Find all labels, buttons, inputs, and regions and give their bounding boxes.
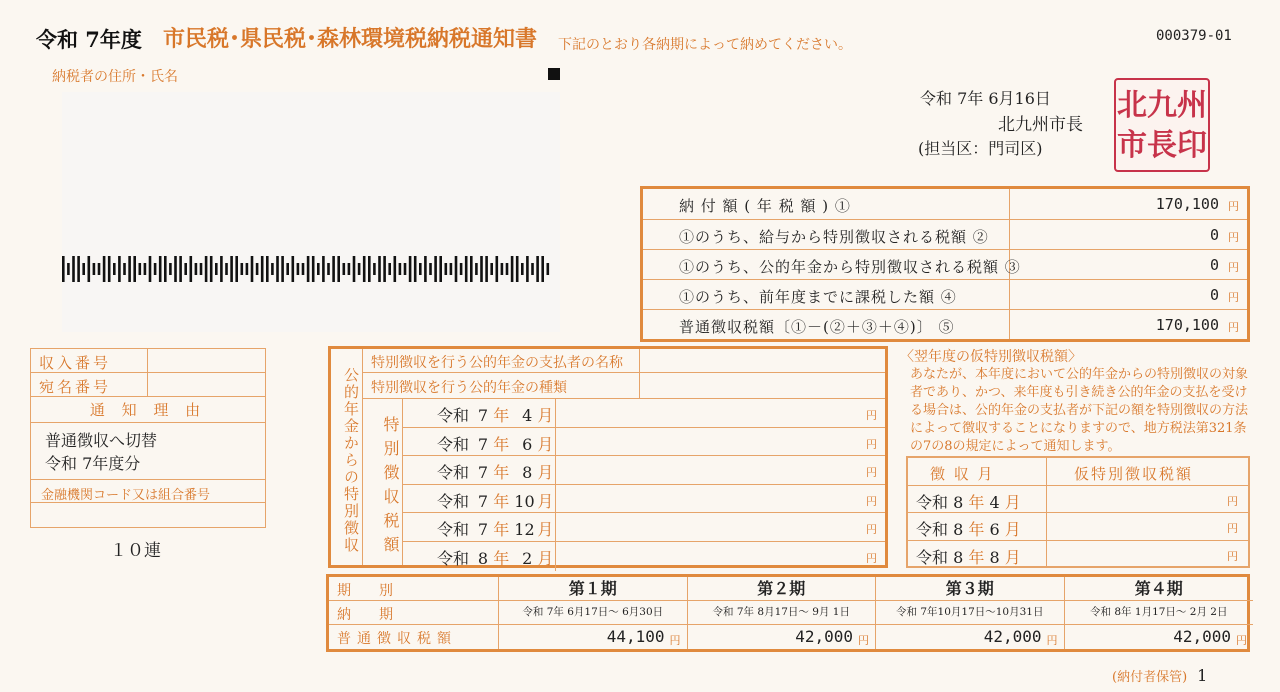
bank-code-label: 金融機関コード又は組合番号 <box>41 488 211 503</box>
notice-reason: 普通徴収へ切替 <box>45 431 158 450</box>
yen-unit: 円 <box>866 437 877 451</box>
yen-unit: 円 <box>1046 634 1058 647</box>
period-name: 第２期 <box>688 577 876 601</box>
provisional-month-row <box>908 486 1248 513</box>
yen-unit: 円 <box>1227 549 1238 563</box>
collection-month-header: 徴 収 月 <box>930 465 995 483</box>
next-year-title: 〈翌年度の仮特別徴収税額〉 <box>900 349 1082 365</box>
due-date-range: 令和 8年 1月17日～ 2月 2日 <box>1065 601 1254 625</box>
pension-month-row <box>403 456 885 485</box>
month-label: 令和 7 年 10 月 <box>437 491 554 511</box>
yen-unit: 円 <box>1227 522 1238 536</box>
due-date-range: 令和 7年10月17日～10月31日 <box>876 601 1064 625</box>
amount-value: 170,100 <box>1155 195 1219 213</box>
period-amount: 42,000 <box>1173 627 1231 646</box>
period-name: 第４期 <box>1065 577 1254 601</box>
yen-unit: 円 <box>866 494 877 508</box>
address-number-label: 宛名番号 <box>39 378 112 396</box>
page-number: 1 <box>1197 666 1208 685</box>
pension-month-row <box>403 399 885 428</box>
pension-month-row <box>403 485 885 514</box>
amount-row <box>643 250 1247 280</box>
footer <box>1112 666 1207 685</box>
address-area <box>62 92 560 332</box>
keep-note: (納付者保管) <box>1112 670 1188 685</box>
yen-unit: 円 <box>866 409 877 422</box>
payment-period-column <box>1065 577 1254 649</box>
yen-unit: 円 <box>1227 495 1238 508</box>
payment-period-column <box>688 577 877 649</box>
month-label: 令和 8 年 2 月 <box>437 549 554 568</box>
provisional-month-row <box>908 541 1248 568</box>
notice-reason-year: 令和 7年度分 <box>45 454 141 473</box>
pension-payer-label: 特別徴収を行う公的年金の支払者の名称 <box>371 355 623 371</box>
payment-period-column <box>499 577 688 649</box>
pension-withholding-table <box>328 346 888 568</box>
yen-unit: 円 <box>1228 261 1239 274</box>
provisional-tax-header: 仮特別徴収税額 <box>1074 465 1194 483</box>
period-amount: 42,000 <box>795 627 853 646</box>
document-subtitle: 下記のとおり各納期によって納めてください。 <box>558 37 852 53</box>
period-name: 第１期 <box>499 577 687 601</box>
yen-unit: 円 <box>1236 634 1247 647</box>
next-year-table <box>906 456 1250 568</box>
pension-side-label: 公的年金からの特別徴収 <box>331 349 363 565</box>
pension-tax-label: 特別徴収税額 <box>363 399 403 565</box>
seal-text-2: 市長印 <box>1117 128 1207 163</box>
yen-unit: 円 <box>1228 231 1239 244</box>
yen-unit: 円 <box>866 466 877 480</box>
sequence-label: １０連 <box>110 541 161 561</box>
next-year-text: あなたが、本年度において公的年金からの特別徴収の対象者であり、かつ、来年度も引き続き公的年金の支払を受ける場合は、公的年金の支払者が下記の額を特別徴収の方法によって徴収することになりますので、地方税法第321条の7の8の規定によって通知します。 <box>910 367 1249 454</box>
income-number-label: 収入番号 <box>39 354 112 372</box>
issuer-name: 北九州市長 <box>998 115 1083 135</box>
marker-square <box>548 68 560 80</box>
tax-year: 令和 7年度 <box>36 27 142 52</box>
due-date-range: 令和 7年 8月17日～ 9月 1日 <box>688 601 876 625</box>
period-name: 第３期 <box>876 577 1064 601</box>
payment-schedule-table <box>326 574 1250 652</box>
period-label: 期 別 <box>329 577 498 601</box>
tax-amount-table <box>640 186 1250 342</box>
amount-label: ①のうち、前年度までに課税した額 ④ <box>679 288 957 306</box>
amount-value: 0 <box>1209 286 1219 304</box>
amount-label: ①のうち、公的年金から特別徴収される税額 ③ <box>679 258 1021 276</box>
amount-value: 170,100 <box>1155 316 1219 334</box>
notice-reason-label: 通 知 理 由 <box>89 401 207 419</box>
payment-period-column <box>876 577 1065 649</box>
customer-barcode <box>62 256 554 282</box>
month-label: 令和 7 年 12 月 <box>437 520 554 540</box>
regular-tax-label: 普通徴収税額 <box>337 631 457 647</box>
amount-row <box>643 189 1247 220</box>
due-date-range: 令和 7年 6月17日～ 6月30日 <box>499 601 687 625</box>
month-label: 令和 8 年 4 月 <box>916 493 1021 512</box>
amount-label: ①のうち、給与から特別徴収される税額 ② <box>679 228 989 246</box>
pension-month-row <box>403 428 885 457</box>
amount-row <box>643 220 1247 250</box>
due-label: 納 期 <box>329 601 498 625</box>
pension-month-row <box>403 513 885 542</box>
yen-unit: 円 <box>858 634 869 647</box>
mayor-seal <box>1114 78 1210 172</box>
yen-unit: 円 <box>669 634 681 647</box>
month-label: 令和 7 年 6 月 <box>437 434 554 454</box>
period-amount: 44,100 <box>606 627 665 646</box>
yen-unit: 円 <box>1228 321 1239 334</box>
document-code: 000379-01 <box>1156 28 1232 44</box>
provisional-month-row <box>908 513 1248 540</box>
yen-unit: 円 <box>866 552 877 565</box>
notice-info-box <box>30 348 266 528</box>
yen-unit: 円 <box>866 523 877 537</box>
seal-text-1: 北九州 <box>1117 88 1207 123</box>
month-label: 令和 7 年 4 月 <box>437 406 554 425</box>
amount-label: 納 付 額 ( 年 税 額 ) ① <box>679 197 851 215</box>
pension-month-row <box>403 542 885 571</box>
issuer-office: (担当区：門司区) <box>918 139 1043 158</box>
pension-type-label: 特別徴収を行う公的年金の種類 <box>371 380 567 396</box>
amount-value: 0 <box>1209 256 1219 274</box>
issue-date: 令和 7年 6月16日 <box>920 89 1051 108</box>
amount-row <box>643 280 1247 310</box>
address-label: 納税者の住所・氏名 <box>52 69 178 85</box>
yen-unit: 円 <box>1228 291 1239 304</box>
month-label: 令和 8 年 6 月 <box>916 520 1021 540</box>
yen-unit: 円 <box>1228 200 1239 213</box>
period-amount: 42,000 <box>983 627 1042 646</box>
amount-row <box>643 310 1247 340</box>
month-label: 令和 7 年 8 月 <box>437 463 554 483</box>
amount-value: 0 <box>1209 226 1219 244</box>
amount-label: 普通徴収税額〔①－(②＋③＋④)〕 ⑤ <box>679 318 955 336</box>
month-label: 令和 8 年 8 月 <box>916 547 1021 567</box>
document-title: 市民税･県民税･森林環境税納税通知書 <box>163 26 538 52</box>
